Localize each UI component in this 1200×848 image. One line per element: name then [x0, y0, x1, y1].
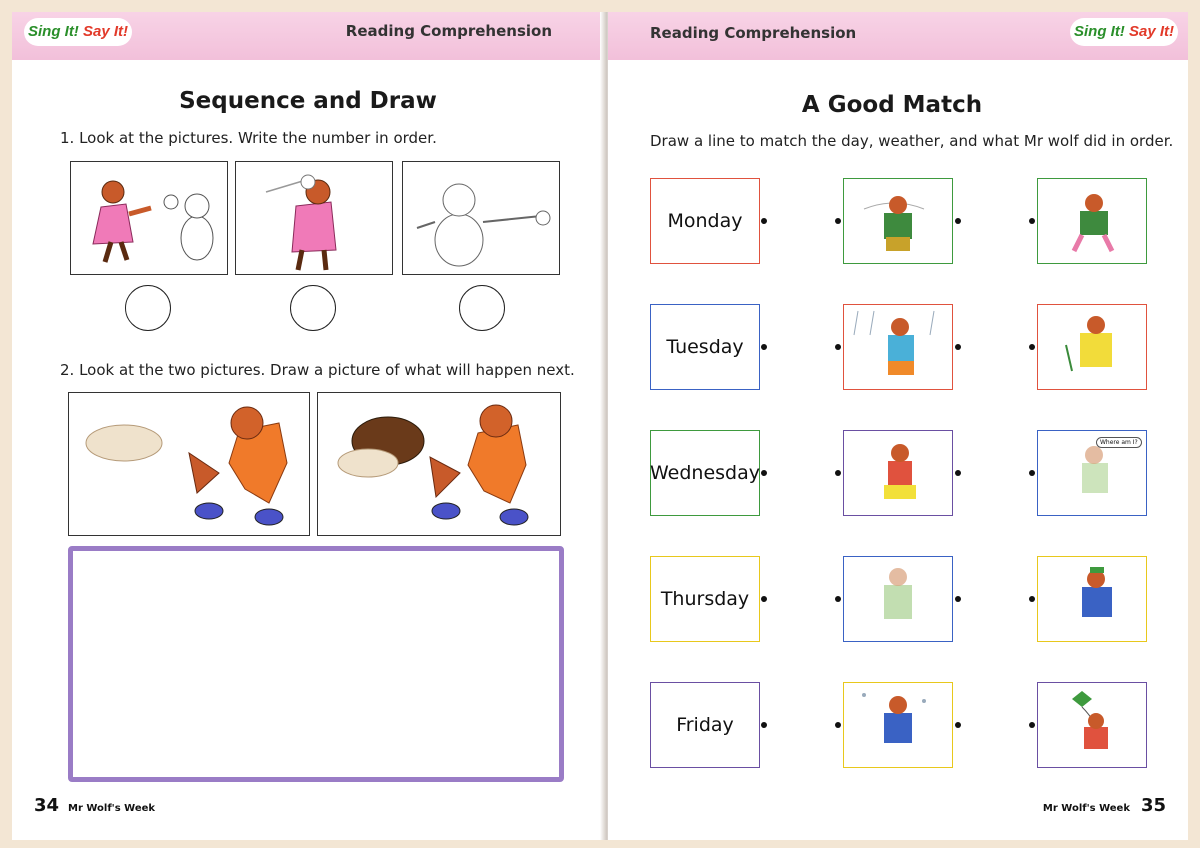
match-dot[interactable] [955, 344, 961, 350]
activity-picture-raincoat [1037, 304, 1147, 390]
page-number: 34 [34, 795, 60, 816]
match-dot[interactable] [761, 470, 767, 476]
day-box-friday[interactable]: Friday [650, 682, 760, 768]
answer-circle-2[interactable] [290, 285, 336, 331]
page-title: Sequence and Draw [179, 88, 437, 114]
logo-part-2: Say It! [1128, 23, 1174, 40]
answer-circle-3[interactable] [459, 285, 505, 331]
match-dot[interactable] [1029, 596, 1035, 602]
activity-picture-skating [1037, 178, 1147, 264]
weather-picture-foggy [843, 556, 953, 642]
right-page [608, 12, 1188, 840]
logo-part-1: Sing It! [27, 23, 79, 40]
logo-part-1: Sing It! [1073, 23, 1125, 40]
match-dot[interactable] [835, 722, 841, 728]
match-dot[interactable] [1029, 344, 1035, 350]
book-title: Mr Wolf's Week [1042, 803, 1130, 814]
match-dot[interactable] [955, 596, 961, 602]
sequence-picture-wolf-hit [235, 161, 393, 275]
match-instruction: Draw a line to match the day, weather, and what Mr wolf did in order. [650, 132, 1174, 150]
day-box-wednesday[interactable]: Wednesday [650, 430, 760, 516]
activity-picture-foggy [1037, 430, 1147, 516]
match-dot[interactable] [761, 596, 767, 602]
section-label: Reading Comprehension [345, 22, 552, 40]
match-dot[interactable] [835, 470, 841, 476]
weather-picture-sunny [843, 430, 953, 516]
match-dot[interactable] [1029, 470, 1035, 476]
match-dot[interactable] [835, 344, 841, 350]
weather-picture-windy [843, 178, 953, 264]
activity-picture-kite [1037, 682, 1147, 768]
match-dot[interactable] [955, 722, 961, 728]
match-dot[interactable] [955, 218, 961, 224]
sequence-picture-wolf-throwing [70, 161, 228, 275]
section-label: Reading Comprehension [650, 24, 857, 42]
question-2: 2. Look at the two pictures. Draw a picture of what will happen next. [60, 361, 575, 379]
weather-picture-snowy [843, 682, 953, 768]
day-box-thursday[interactable]: Thursday [650, 556, 760, 642]
sequence-picture-snowman [402, 161, 560, 275]
match-dot[interactable] [761, 344, 767, 350]
picture-wolf-running-from-bull [317, 392, 561, 536]
match-dot[interactable] [835, 218, 841, 224]
sing-it-say-it-logo [24, 18, 132, 46]
book-title: Mr Wolf's Week [68, 803, 156, 814]
match-dot[interactable] [1029, 722, 1035, 728]
answer-circle-1[interactable] [125, 285, 171, 331]
activity-picture-coat [1037, 556, 1147, 642]
logo-part-2: Say It! [82, 23, 128, 40]
page-title: A Good Match [801, 92, 983, 118]
sing-it-say-it-logo [1070, 18, 1178, 46]
day-box-monday[interactable]: Monday [650, 178, 760, 264]
question-1: 1. Look at the pictures. Write the number in order. [60, 129, 437, 147]
match-dot[interactable] [761, 722, 767, 728]
match-dot[interactable] [1029, 218, 1035, 224]
speech-bubble: Where am I? [1096, 437, 1142, 448]
match-dot[interactable] [761, 218, 767, 224]
day-box-tuesday[interactable]: Tuesday [650, 304, 760, 390]
picture-wolf-running-from-dust [68, 392, 310, 536]
page-number: 35 [1140, 795, 1166, 816]
left-page [12, 12, 604, 840]
match-dot[interactable] [955, 470, 961, 476]
drawing-area[interactable] [68, 546, 564, 782]
weather-picture-rainy [843, 304, 953, 390]
match-dot[interactable] [835, 596, 841, 602]
